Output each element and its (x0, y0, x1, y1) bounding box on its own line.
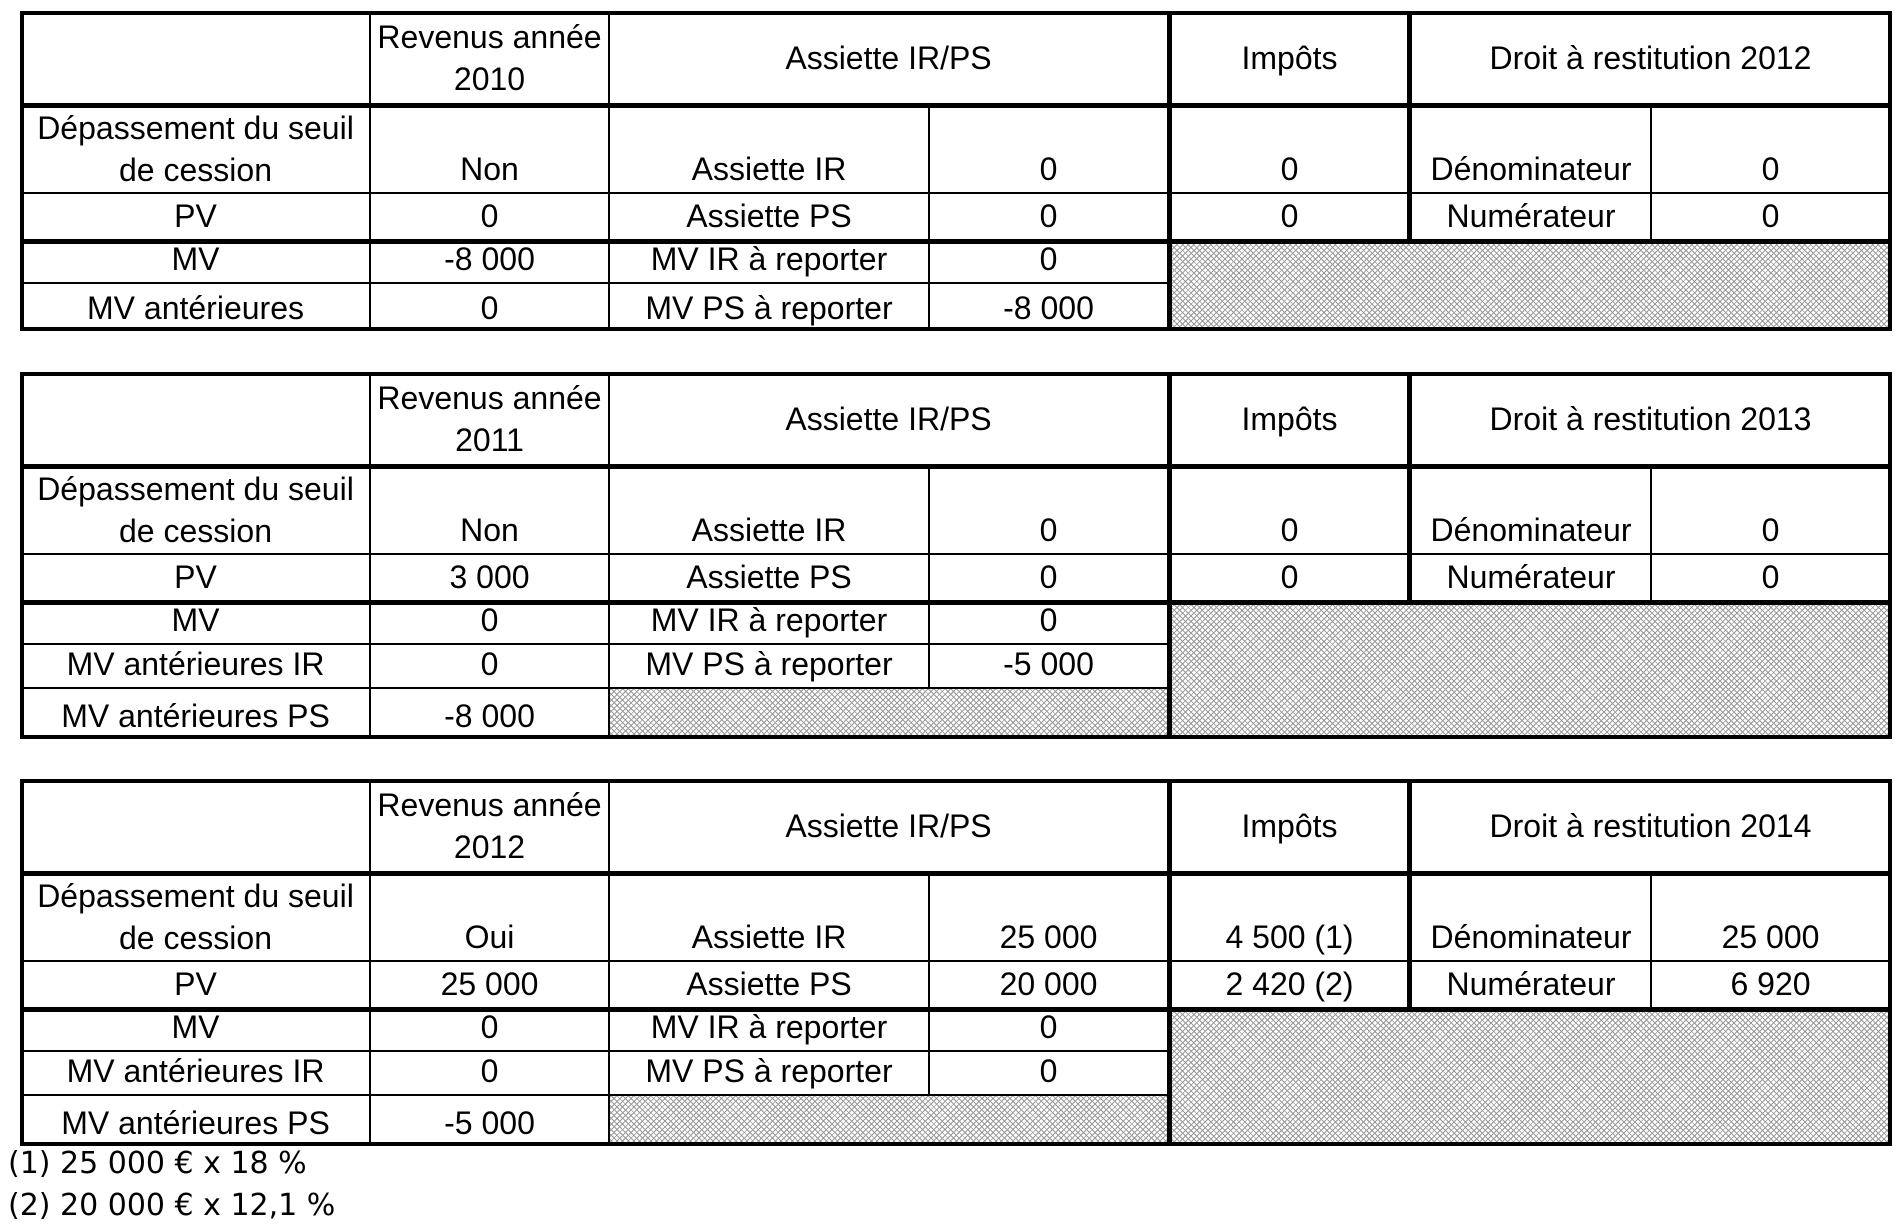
impots-header: Impôts (1167, 779, 1407, 871)
impots-header: Impôts (1167, 372, 1407, 464)
hatched-area (608, 687, 1167, 739)
pv-value: 0 (369, 192, 608, 239)
hatched-area (1167, 239, 1889, 331)
impot-ir-value: 0 (1167, 103, 1407, 192)
row-label-mv: MV (20, 239, 369, 282)
assiette-ps-label: Assiette PS (608, 553, 928, 600)
row-label-mv-anterieures-ps: MV antérieures PS (20, 1094, 369, 1146)
denominateur-value: 0 (1650, 103, 1889, 192)
depassement-value: Oui (369, 871, 608, 960)
impot-ir-value: 0 (1167, 464, 1407, 553)
mv-ir-label: MV IR à reporter (608, 600, 928, 643)
row-label-mv-anterieures-ps: MV antérieures PS (20, 687, 369, 739)
depassement-value: Non (369, 103, 608, 192)
mv-anterieures-ps-value: -5 000 (369, 1094, 608, 1146)
assiette-ir-label: Assiette IR (608, 103, 928, 192)
mv-anterieures-value: 0 (369, 282, 608, 331)
droit-header: Droit à restitution 2013 (1407, 372, 1889, 464)
mv-ir-label: MV IR à reporter (608, 239, 928, 282)
table-2012 (20, 779, 1892, 1146)
corner-cell (20, 779, 369, 871)
pv-value: 3 000 (369, 553, 608, 600)
table-2011 (20, 372, 1892, 739)
row-label-pv: PV (20, 553, 369, 600)
numerateur-label: Numérateur (1407, 192, 1650, 239)
assiette-ps-label: Assiette PS (608, 960, 928, 1007)
row-label-mv-anterieures: MV antérieures (20, 282, 369, 331)
revenus-header: Revenus année 2011 (369, 372, 608, 464)
assiette-ir-label: Assiette IR (608, 871, 928, 960)
mv-ir-value: 0 (928, 1007, 1167, 1050)
mv-value: 0 (369, 1007, 608, 1050)
mv-ps-label: MV PS à reporter (608, 643, 928, 687)
row-label-mv-anterieures-ir: MV antérieures IR (20, 1050, 369, 1094)
row-label-depassement: Dépassement du seuil de cession (20, 103, 369, 192)
corner-cell (20, 372, 369, 464)
table-2010 (20, 11, 1892, 331)
footnote-1: (1) 25 000 € x 18 % (8, 1146, 307, 1181)
depassement-value: Non (369, 464, 608, 553)
mv-anterieures-ir-value: 0 (369, 643, 608, 687)
denominateur-value: 25 000 (1650, 871, 1889, 960)
row-label-mv: MV (20, 1007, 369, 1050)
assiette-header: Assiette IR/PS (608, 779, 1167, 871)
mv-ps-label: MV PS à reporter (608, 282, 928, 331)
row-label-depassement: Dépassement du seuil de cession (20, 464, 369, 553)
hatched-area (1167, 1007, 1889, 1146)
assiette-ir-value: 0 (928, 103, 1167, 192)
mv-value: -8 000 (369, 239, 608, 282)
pv-value: 25 000 (369, 960, 608, 1007)
footnotes (8, 1143, 335, 1227)
numerateur-label: Numérateur (1407, 960, 1650, 1007)
row-label-mv: MV (20, 600, 369, 643)
denominateur-value: 0 (1650, 464, 1889, 553)
revenus-header: Revenus année 2010 (369, 11, 608, 103)
assiette-ps-label: Assiette PS (608, 192, 928, 239)
impot-ps-value: 2 420 (2) (1167, 960, 1407, 1007)
numerateur-label: Numérateur (1407, 553, 1650, 600)
mv-ir-value: 0 (928, 239, 1167, 282)
row-label-depassement: Dépassement du seuil de cession (20, 871, 369, 960)
hatched-area (1167, 600, 1889, 739)
droit-header: Droit à restitution 2012 (1407, 11, 1889, 103)
denominateur-label: Dénominateur (1407, 103, 1650, 192)
mv-ps-value: -8 000 (928, 282, 1167, 331)
mv-ir-value: 0 (928, 600, 1167, 643)
row-label-pv: PV (20, 192, 369, 239)
hatched-area (608, 1094, 1167, 1146)
row-label-pv: PV (20, 960, 369, 1007)
assiette-ir-value: 0 (928, 464, 1167, 553)
assiette-ir-label: Assiette IR (608, 464, 928, 553)
assiette-ps-value: 0 (928, 192, 1167, 239)
footnote-2: (2) 20 000 € x 12,1 % (8, 1188, 336, 1223)
mv-ps-value: 0 (928, 1050, 1167, 1094)
denominateur-label: Dénominateur (1407, 464, 1650, 553)
revenus-header: Revenus année 2012 (369, 779, 608, 871)
impot-ps-value: 0 (1167, 553, 1407, 600)
mv-ps-value: -5 000 (928, 643, 1167, 687)
assiette-ps-value: 20 000 (928, 960, 1167, 1007)
mv-value: 0 (369, 600, 608, 643)
numerateur-value: 0 (1650, 553, 1889, 600)
denominateur-label: Dénominateur (1407, 871, 1650, 960)
numerateur-value: 0 (1650, 192, 1889, 239)
impot-ir-value: 4 500 (1) (1167, 871, 1407, 960)
numerateur-value: 6 920 (1650, 960, 1889, 1007)
mv-anterieures-ps-value: -8 000 (369, 687, 608, 739)
assiette-ir-value: 25 000 (928, 871, 1167, 960)
row-label-mv-anterieures-ir: MV antérieures IR (20, 643, 369, 687)
impots-header: Impôts (1167, 11, 1407, 103)
assiette-ps-value: 0 (928, 553, 1167, 600)
corner-cell (20, 11, 369, 103)
assiette-header: Assiette IR/PS (608, 11, 1167, 103)
mv-ir-label: MV IR à reporter (608, 1007, 928, 1050)
mv-ps-label: MV PS à reporter (608, 1050, 928, 1094)
assiette-header: Assiette IR/PS (608, 372, 1167, 464)
mv-anterieures-ir-value: 0 (369, 1050, 608, 1094)
impot-ps-value: 0 (1167, 192, 1407, 239)
droit-header: Droit à restitution 2014 (1407, 779, 1889, 871)
